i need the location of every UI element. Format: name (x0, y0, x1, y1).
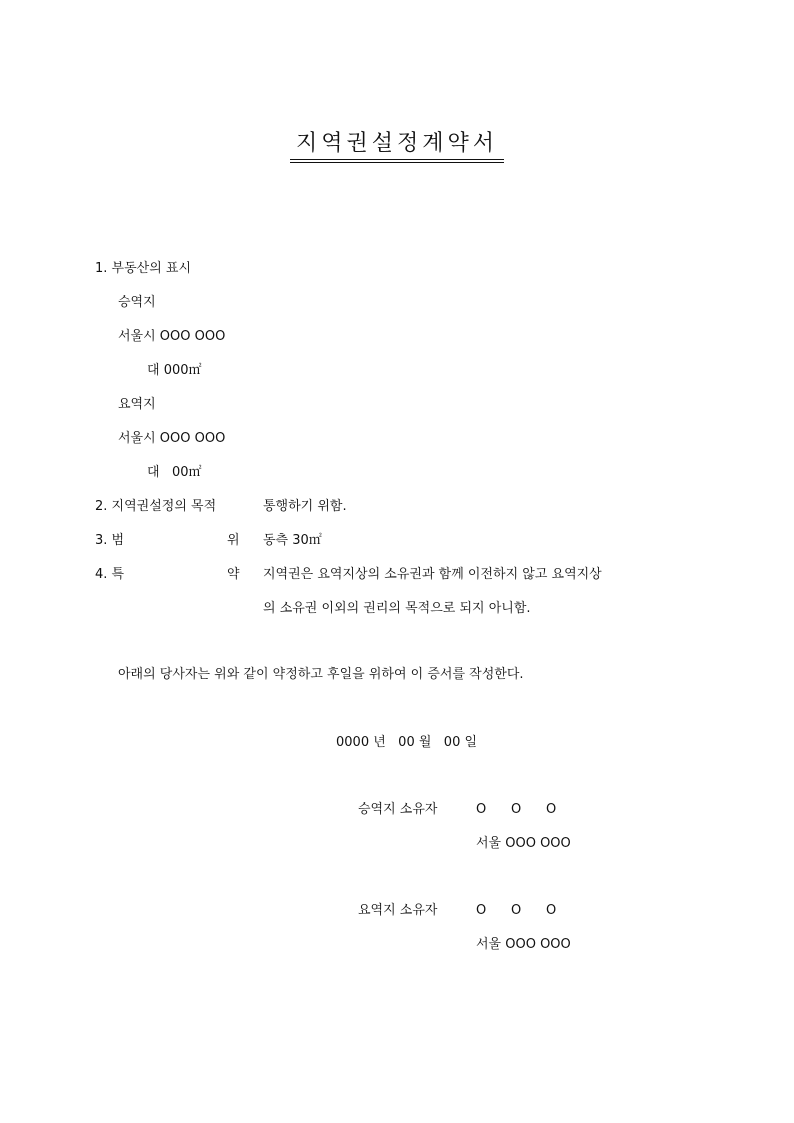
servient-label: 승역지 (118, 295, 156, 310)
section3-label-b: 위 (227, 533, 240, 548)
section3-label-a: 3. 범 (95, 533, 125, 548)
dominant-owner-name: O O O (476, 903, 557, 918)
document-title: 지역권설정계약서 (295, 131, 499, 156)
section3-value: 동측 30㎡ (263, 533, 322, 548)
section4-line2: 의 소유권 이외의 권리의 목적으로 되지 아니함. (263, 601, 531, 616)
section4-label-b: 약 (227, 567, 240, 582)
dominant-label: 요역지 (118, 397, 156, 412)
dominant-land: 대 00㎡ (147, 465, 202, 480)
servient-owner-label: 승역지 소유자 (358, 802, 438, 817)
section4-label-a: 4. 특 (95, 567, 125, 582)
dominant-address: 서울시 OOO OOO (118, 431, 226, 446)
section4-line1: 지역권은 요역지상의 소유권과 함께 이전하지 않고 요역지상 (263, 567, 602, 582)
contract-date: 0000 년 00 월 00 일 (336, 735, 478, 750)
servient-address: 서울시 OOO OOO (118, 329, 226, 344)
section2-value: 통행하기 위함. (263, 499, 347, 514)
servient-owner-address: 서울 OOO OOO (476, 836, 571, 851)
title-underline-top (290, 159, 504, 160)
title-underline-bottom (290, 162, 504, 163)
servient-owner-name: O O O (476, 802, 557, 817)
dominant-owner-address: 서울 OOO OOO (476, 937, 571, 952)
dominant-owner-label: 요역지 소유자 (358, 903, 438, 918)
section2-label: 2. 지역권설정의 목적 (95, 499, 217, 514)
servient-land: 대 000㎡ (147, 363, 202, 378)
agreement-statement: 아래의 당사자는 위와 같이 약정하고 후일을 위하여 이 증서를 작성한다. (118, 667, 524, 682)
section1-heading: 1. 부동산의 표시 (95, 261, 192, 276)
